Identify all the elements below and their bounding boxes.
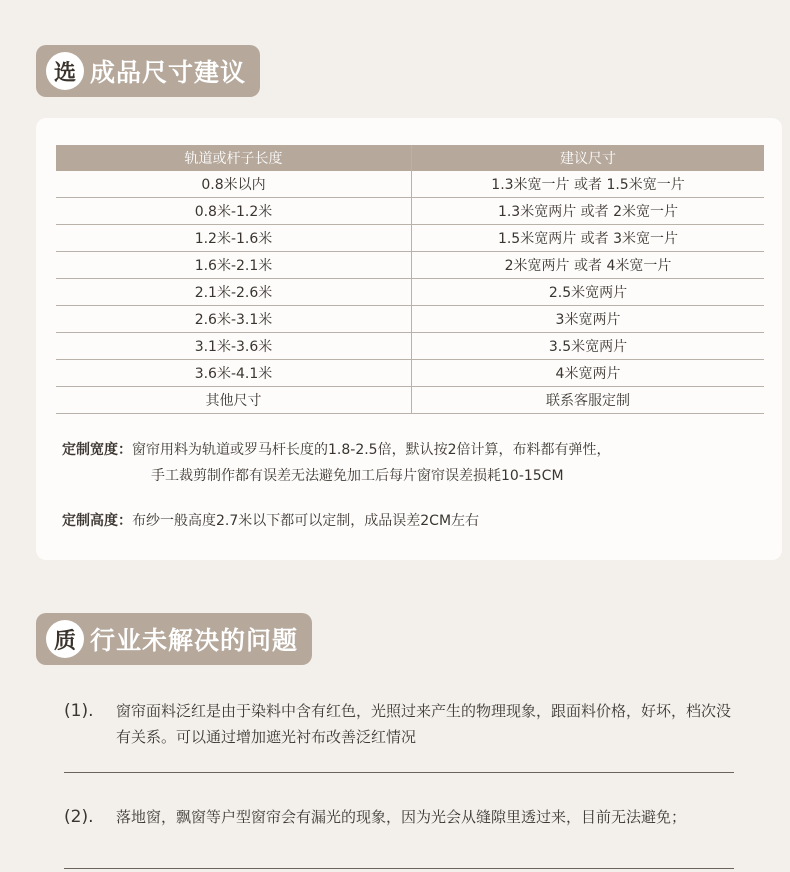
table-row [56,279,764,306]
custom-width-note [62,437,762,489]
table-cell: 2米宽两片 或者 4米宽一片 [412,252,765,279]
table-row [56,198,764,225]
section-header-size [36,45,260,97]
table-row [56,225,764,252]
table-cell: 3.6米-4.1米 [56,360,412,387]
table-row [56,306,764,333]
table-cell: 1.6米-2.1米 [56,252,412,279]
table-cell: 2.1米-2.6米 [56,279,412,306]
divider [64,772,734,773]
table-cell: 2.5米宽两片 [412,279,765,306]
custom-height-note [62,508,762,534]
table-row [56,252,764,279]
issue-item [64,804,744,830]
column-header: 轨道或杆子长度 [56,145,412,171]
section-badge: 质 [46,620,84,658]
table-cell: 1.2米-1.6米 [56,225,412,252]
section-title: 行业未解决的问题 [90,626,299,655]
table-row [56,360,764,387]
size-card [36,118,782,560]
table-cell: 2.6米-3.1米 [56,306,412,333]
table-cell: 0.8米以内 [56,171,412,198]
issue-text: 窗帘面料泛红是由于染料中含有红色，光照过来产生的物理现象，跟面料价格，好坏，档次没有关系。可以通过增加遮光衬布改善泛红情况 [116,702,732,746]
issue-item [64,698,744,750]
section-header-issues [36,613,312,665]
table-row [56,333,764,360]
note-label: 定制宽度： [62,442,132,458]
table-cell: 联系客服定制 [412,387,765,414]
note-text: 窗帘用料为轨道或罗马杆长度的1.8-2.5倍，默认按2倍计算，布料都有弹性， [132,442,611,458]
note-text: 手工裁剪制作都有误差无法避免加工后每片窗帘误差损耗10-15CM [151,468,564,484]
note-text: 布纱一般高度2.7米以下都可以定制，成品误差2CM左右 [132,513,480,529]
table-cell: 4米宽两片 [412,360,765,387]
section-badge: 选 [46,52,84,90]
issue-number: (1). [64,701,94,721]
table-cell: 1.3米宽两片 或者 2米宽一片 [412,198,765,225]
size-table [56,145,764,414]
table-cell: 3.5米宽两片 [412,333,765,360]
table-cell: 3米宽两片 [412,306,765,333]
column-header: 建议尺寸 [412,145,765,171]
table-cell: 3.1米-3.6米 [56,333,412,360]
table-cell: 0.8米-1.2米 [56,198,412,225]
table-cell: 其他尺寸 [56,387,412,414]
table-header-row [56,145,764,171]
table-cell: 1.5米宽两片 或者 3米宽一片 [412,225,765,252]
table-cell: 1.3米宽一片 或者 1.5米宽一片 [412,171,765,198]
table-row [56,171,764,198]
section-title: 成品尺寸建议 [90,58,247,87]
note-label: 定制高度： [62,513,132,529]
issue-text: 落地窗，飘窗等户型窗帘会有漏光的现象，因为光会从缝隙里透过来，目前无法避免； [116,808,687,826]
divider [64,868,734,869]
table-row [56,387,764,414]
issue-number: (2). [64,807,94,827]
